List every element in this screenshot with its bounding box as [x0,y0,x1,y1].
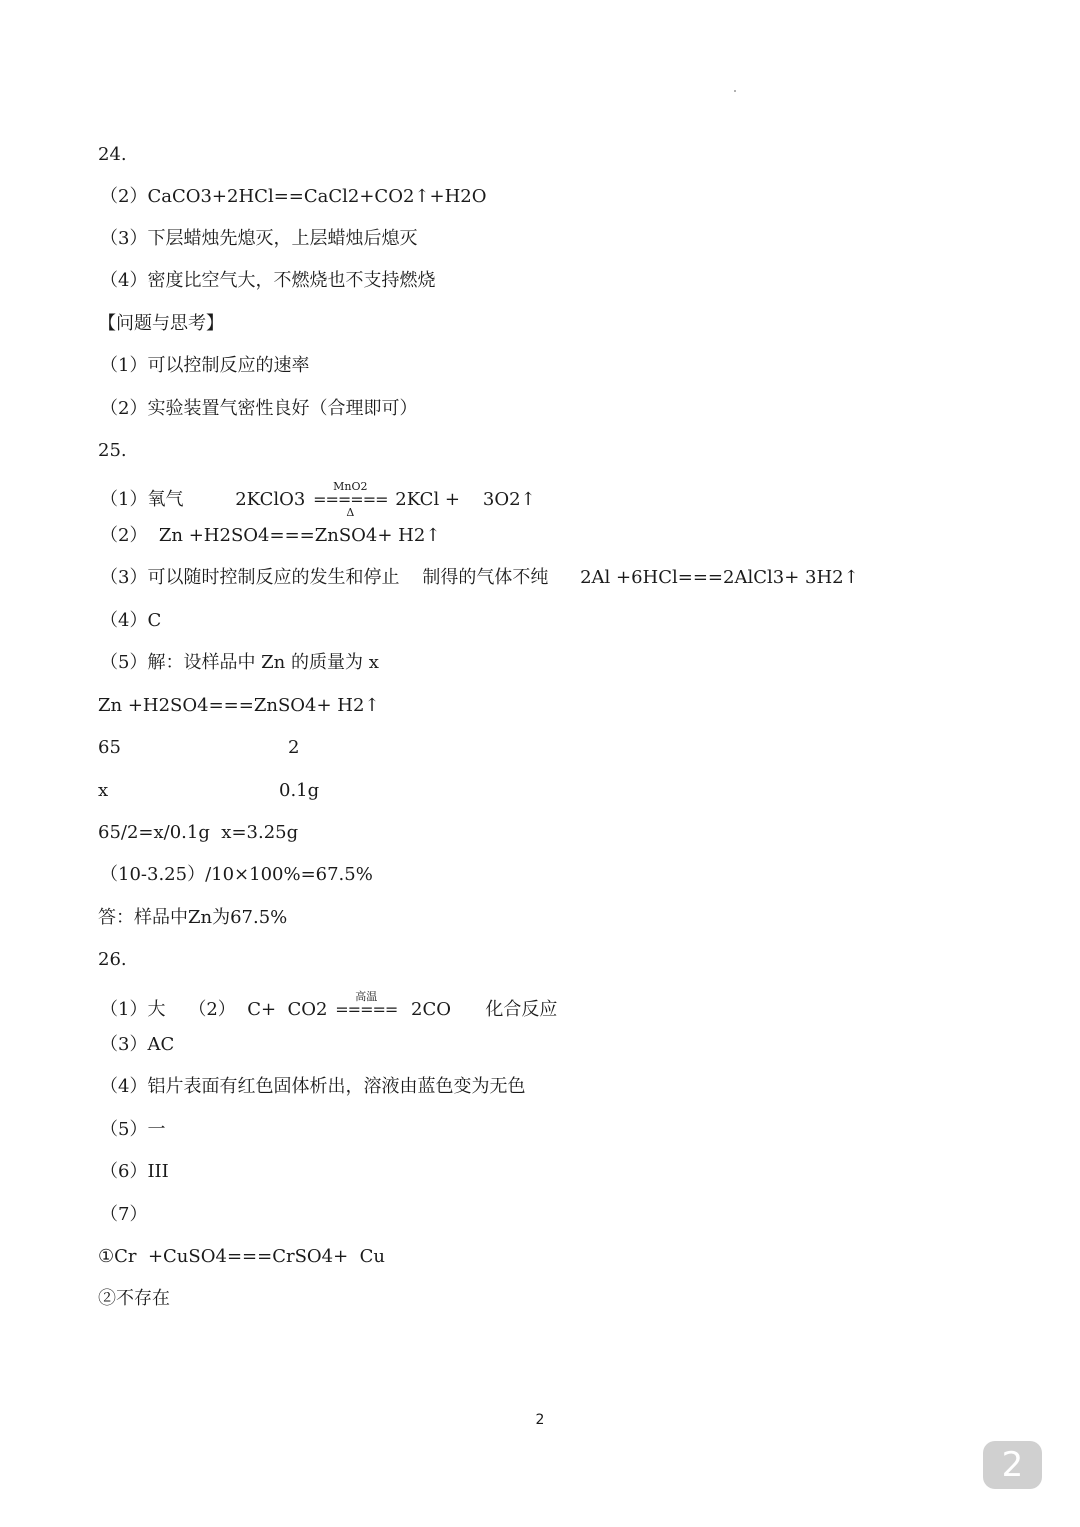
final-answer: 答：样品中Zn为67.5% [98,907,288,928]
mass-h2: 0.1g [279,780,320,801]
scan-speck [734,90,736,92]
q26-answer-3: （3）AC [100,1034,175,1055]
q25-3-text: （3）可以随时控制反应的发生和停止 制得的气体不纯 [100,567,549,588]
calculation-1: 65/2=x/0.1g x=3.25g [98,822,299,843]
q24-answer-4: （4）密度比空气大，不燃烧也不支持燃烧 [100,270,436,291]
q26-answer-7: （7） [100,1204,148,1225]
q25-answer-5: （5）解：设样品中 Zn 的质量为 x [100,652,379,673]
section-heading: 【问题与思考】 [98,313,224,334]
q25-answer-2: （2） Zn +H2SO4===ZnSO4+ H2↑ [100,525,441,546]
reaction-equation: Zn +H2SO4===ZnSO4+ H2↑ [98,695,380,716]
section-answer-1: （1）可以控制反应的速率 [100,355,310,376]
page-number: 2 [535,1412,545,1428]
q24-answer-3: （3）下层蜡烛先熄灭，上层蜡烛后熄灭 [100,228,418,249]
q26-answer-6: （6）III [100,1161,169,1182]
question-26-label: 26. [98,949,127,970]
q25-1-equals: ====== [313,490,388,509]
q24-answer-2: （2）CaCO3+2HCl==CaCl2+CO2↑+H2O [100,186,487,207]
q26-1-product: 2CO 化合反应 [411,999,558,1020]
q25-1-prefix: （1）氧气 [100,489,184,510]
ratio-row-1 [98,736,300,760]
ratio-row-2 [98,779,320,803]
q26-1-text: （1）大 （2） C+ CO2 [100,999,328,1020]
calculation-2: （10-3.25）/10×100%=67.5% [100,864,373,885]
q26-7-part-1: ①Cr +CuSO4===CrSO4+ Cu [98,1246,385,1267]
q26-answer-4: （4）铝片表面有红色固体析出，溶液由蓝色变为无色 [100,1076,526,1097]
section-answer-2: （2）实验装置气密性良好（合理即可） [100,398,418,419]
q25-1-heat: Δ [346,506,355,519]
question-24-label: 24. [98,144,127,165]
q26-answer-1 [100,991,557,1029]
q25-answer-4: （4）C [100,610,162,631]
q25-3-equation: 2Al +6HCl===2AlCl3+ 3H2↑ [580,567,859,588]
q25-1-reactant: 2KClO3 [235,489,306,510]
unknown-x: x [98,780,109,801]
page-indicator-badge: 2 [983,1441,1042,1489]
q26-1-high-temp: 高温 [355,990,378,1003]
q26-1-condition [335,991,397,1029]
q25-answer-1 [100,481,536,519]
ratio-h2: 2 [288,737,300,758]
q26-7-part-2: ②不存在 [98,1288,170,1309]
q25-1-catalyst: MnO2 [333,480,368,493]
q25-1-condition [313,481,387,519]
question-25-label: 25. [98,440,127,461]
q25-1-products: 2KCl + 3O2↑ [395,489,536,510]
ratio-zn: 65 [98,737,121,758]
q25-answer-3 [100,566,859,590]
q26-1-equals: ===== [335,1000,398,1019]
q26-answer-5: （5）一 [100,1119,166,1140]
